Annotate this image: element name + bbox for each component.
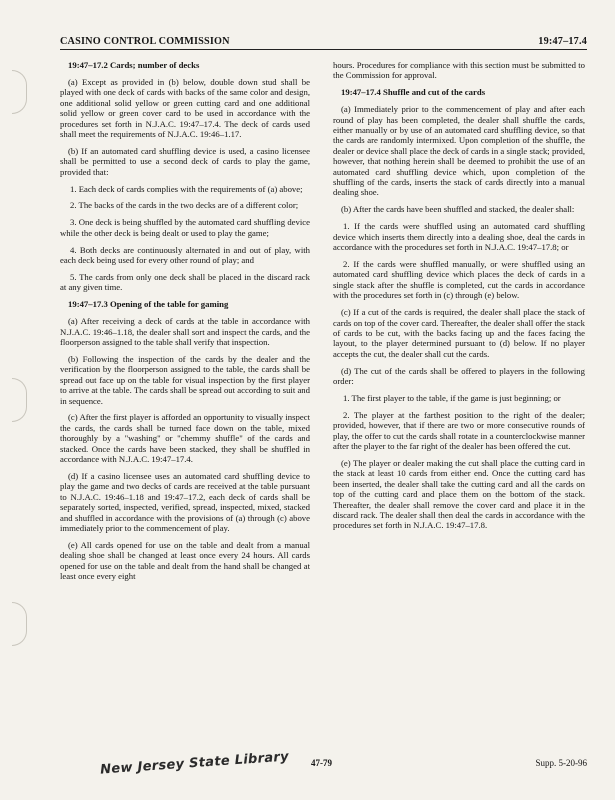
list-item: 2. The backs of the cards in the two decks are of a different color; <box>70 200 299 211</box>
paragraph: (a) After receiving a deck of cards at the table in accordance with N.J.A.C. 19:46–1.18, the dealer shall sort and inspect the cards, and the floorperson assigned to the table shall verify that inspection. <box>60 316 310 348</box>
paragraph: (e) The player or dealer making the cut shall place the cutting card in the stack at least 10 cards from either end. Once the cutting card has been inserted, the dealer shall take the cutting card and all the cards on top of the cutting card and place them on the bottom of the stack. Thereafter, the dealer shall remove the cover card and place it in the discard rack. The dealer shall then deal the cards in accordance with the procedures set forth in N.J.A.C. 19:47–17.8. <box>333 458 585 531</box>
list-item: 5. The cards from only one deck shall be placed in the discard rack at any given time. <box>60 272 310 293</box>
section-heading: 19:47–17.2 Cards; number of decks <box>68 60 200 70</box>
punch-hole-mark <box>12 378 27 422</box>
paragraph: (c) If a cut of the cards is required, the dealer shall place the stack of cards on top of the cover card. Thereafter, the dealer shall offer the stack of cards to be cut, with the backs facing up and the faces facing the layout, to the player determined pursuant to (d) below. If no player accepts the cut, the dealer shall cut the cards. <box>333 307 585 359</box>
punch-hole-mark <box>12 70 27 114</box>
paragraph: (b) Following the inspection of the cards by the dealer and the verification by the floorperson assigned to the table, the cards shall be spread out face up on the table for visual inspection by the first player to arrive at the table. The cards shall be spread out according to suit and in sequence. <box>60 353 310 406</box>
paragraph: (a) Except as provided in (b) below, double down stud shall be played with one deck of cards with backs of the same color and design, one additional solid yellow or green cutting card and one additional solid yellow or green cover card to be used in accordance with the procedures set forth in N.J.A.C. 19:47–17.4. The deck of cards used shall meet the requirements of N.J.A.C. 19:46–1.17. <box>60 76 310 139</box>
list-item: 2. If the cards were shuffled manually, or were shuffled using an automated card shuffling device which places the deck of cards in a single stack after the shuffle is completed, cut the cards in accordance with the procedures set forth in (c) through (e) below. <box>333 259 585 301</box>
library-stamp: New Jersey State Library <box>99 749 290 778</box>
paragraph: (b) After the cards have been shuffled and stacked, the dealer shall: <box>341 204 575 215</box>
left-column <box>60 60 310 588</box>
section-heading: 19:47–17.3 Opening of the table for gaming <box>68 299 229 310</box>
paragraph: (c) After the first player is afforded an opportunity to visually inspect the cards, the cards shall be turned face down on the table, mixed thoroughly by a "washing" or "chemmy shuffle" of the cards and stacked. Once the cards have been stacked, they shall be shuffled in accordance with N.J.A.C. 19:47–17.4. <box>60 412 310 465</box>
list-item: 3. One deck is being shuffled by the automated card shuffling device while the other deck is being dealt or used to play the game; <box>60 217 310 238</box>
paragraph: (b) If an automated card shuffling device is used, a casino licensee shall be permitted to use a second deck of cards to play the game, provided that: <box>60 145 310 177</box>
list-item: 1. If the cards were shuffled using an automated card shuffling device which inserts them directly into a dealing shoe, deal the cards in accordance with the procedures set forth in N.J.A.C. 19:47–17.8; or <box>333 221 585 253</box>
right-column <box>333 60 585 537</box>
header-title: CASINO CONTROL COMMISSION <box>60 36 230 47</box>
paragraph: hours. Procedures for compliance with this section must be submitted to the Commission for approval. <box>333 60 585 81</box>
header-section-range: 19:47–17.4 <box>538 36 587 47</box>
list-item: 4. Both decks are continuously alternated in and out of play, with each deck being used for every other round of play; and <box>60 244 310 266</box>
page-number: 47-79 <box>311 758 332 768</box>
page-footer <box>60 749 587 778</box>
paragraph: (a) Immediately prior to the commencement of play and after each round of play has been completed, the dealer shall shuffle the cards, either manually or by use of an automated card shuffling device, so that the cards are randomly intermixed. Upon completion of the shuffle, the dealer or device shall place the deck of cards in a single stack; provided, however, that nothing herein shall be deemed to prohibit the use of an automated card shuffling device which, upon completion of the shuffling of the cards, inserts the stack of cards directly into a manual dealing shoe. <box>333 104 585 198</box>
paragraph: (d) If a casino licensee uses an automated card shuffling device to play the game and two decks of cards are received at the table pursuant to N.J.A.C. 19:46–1.18 and 19:47–17.2, each deck of cards shall be separately sorted, inspected, verified, spread, inspected, mixed, stacked and shuffled in accordance with the provisions of (a) through (c) above immediately prior to the commencement of play. <box>60 471 310 534</box>
supplement-date: Supp. 5-20-96 <box>535 758 587 768</box>
section-heading: 19:47–17.4 Shuffle and cut of the cards <box>341 87 486 98</box>
punch-hole-mark <box>12 602 27 646</box>
list-item: 1. The first player to the table, if the game is just beginning; or <box>343 392 561 403</box>
paragraph: (e) All cards opened for use on the table and dealt from a manual dealing shoe shall be changed at least once every 24 hours. All cards opened for use on the table and dealt from the hand shall be changed at least once every eight <box>60 539 310 582</box>
list-item: 2. The player at the farthest position to the right of the dealer; provided, however, that if there are two or more consecutive rounds of play, the offer to cut the cards shall rotate in a counterclockwise manner after the player to the far right of the dealer has been offered the cut. <box>333 409 585 452</box>
list-item: 1. Each deck of cards complies with the requirements of (a) above; <box>70 183 303 194</box>
paragraph: (d) The cut of the cards shall be offered to players in the following order: <box>333 365 585 387</box>
running-header <box>60 36 587 50</box>
